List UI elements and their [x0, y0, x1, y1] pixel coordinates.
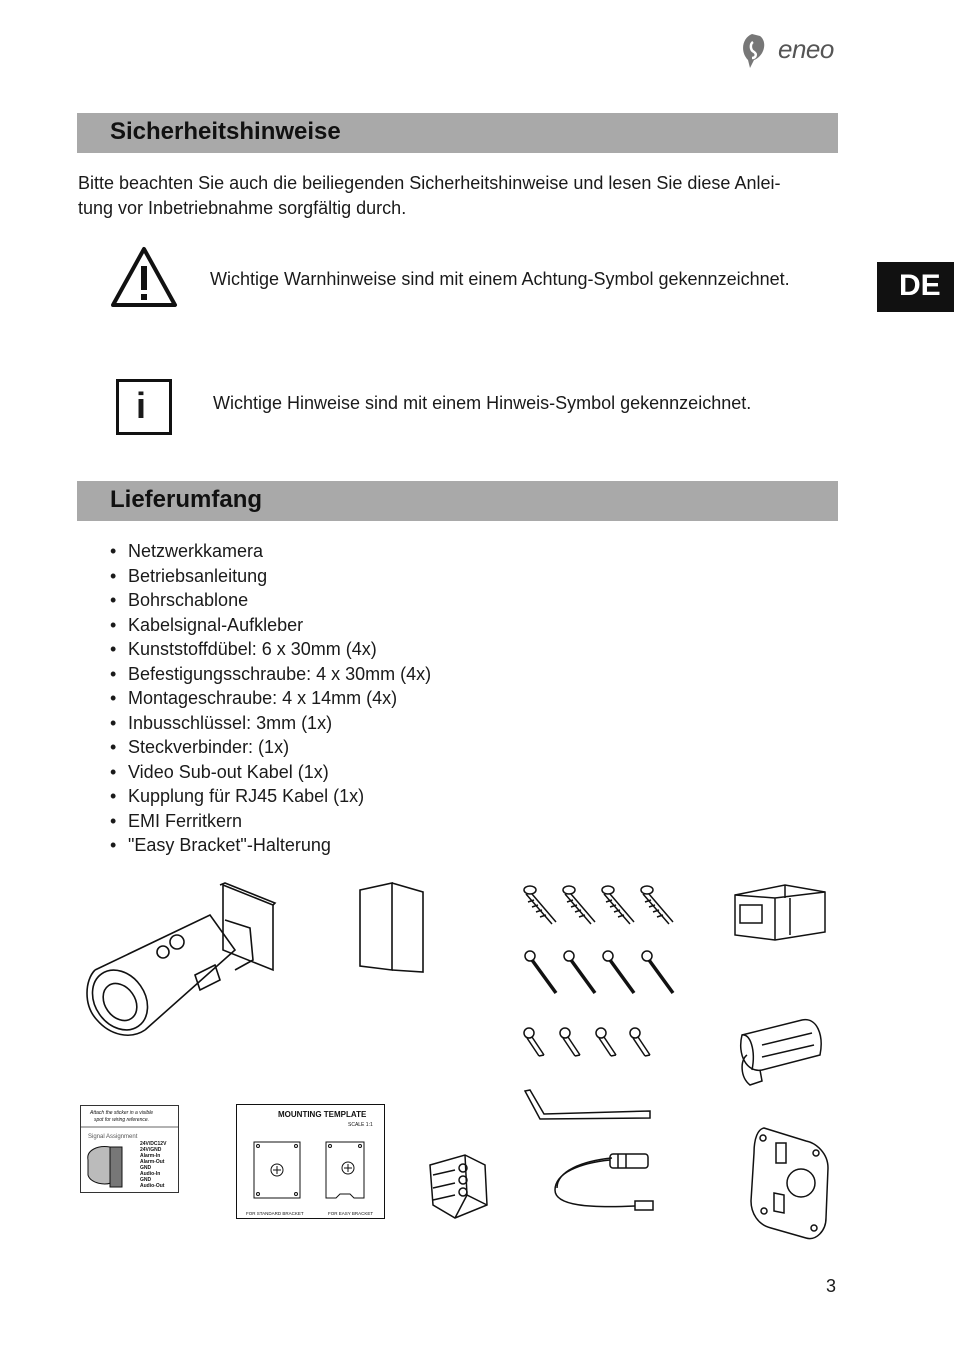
sticker-heading: Signal Assignment	[88, 1134, 138, 1140]
list-item: • Video Sub-out Kabel (1x)	[110, 760, 431, 785]
svg-text:Alarm-Out: Alarm-Out	[140, 1159, 165, 1165]
fixing-screws-illustration	[522, 948, 687, 998]
camera-illustration	[75, 880, 280, 1040]
rj45-coupler-illustration	[730, 880, 830, 942]
list-item: • Betriebsanleitung	[110, 564, 431, 589]
list-item: • EMI Ferritkern	[110, 809, 431, 834]
info-note-text: Wichtige Hinweise sind mit einem Hinweis-Symbol gekennzeichnet.	[213, 393, 752, 413]
sticker-note-1: Attach the sticker in a visible	[90, 1110, 154, 1116]
warning-note-text: Wichtige Warnhinweise sind mit einem Achtung-Symbol gekennzeichnet.	[210, 269, 790, 289]
mounting-template-illustration	[236, 1104, 388, 1222]
wiring-sticker-illustration	[80, 1105, 180, 1195]
section-header-contents	[77, 481, 838, 521]
svg-text:Audio-In: Audio-In	[140, 1171, 161, 1177]
list-item: • Bohrschablone	[110, 588, 431, 613]
template-right-label: FOR EASY BRACKET	[328, 1211, 374, 1216]
wall-anchors-illustration	[520, 882, 690, 932]
page-number: 3	[826, 1276, 837, 1296]
manual-illustration	[355, 880, 430, 975]
list-item: • Inbusschlüssel: 3mm (1x)	[110, 711, 431, 736]
language-tab: DE	[877, 262, 954, 312]
ferrite-core-illustration	[732, 1015, 827, 1090]
list-item: • Kupplung für RJ45 Kabel (1x)	[110, 784, 431, 809]
svg-text:GND: GND	[140, 1177, 152, 1183]
template-left-label: FOR STANDARD BRACKET	[246, 1211, 304, 1216]
terminal-connector-illustration	[425, 1150, 497, 1222]
info-icon: i	[116, 379, 172, 435]
video-cable-illustration	[550, 1148, 660, 1218]
easy-bracket-illustration	[746, 1123, 836, 1248]
svg-text:Audio-Out: Audio-Out	[140, 1183, 165, 1189]
template-title: MOUNTING TEMPLATE	[278, 1110, 367, 1119]
template-scale: SCALE 1:1	[348, 1122, 373, 1128]
intro-paragraph: Bitte beachten Sie auch die beiliegenden Sicherheitshinweise und lesen Sie diese Anlei- tung vor Inbetriebnahme sorgfältig durch.	[78, 173, 781, 218]
list-item: • Kabelsignal-Aufkleber	[110, 613, 431, 638]
mounting-screws-illustration	[522, 1025, 662, 1060]
list-item: • Befestigungsschraube: 4 x 30mm (4x)	[110, 662, 431, 687]
section-header-safety	[77, 113, 838, 153]
contents-list	[110, 539, 431, 858]
list-item: • Montageschraube: 4 x 14mm (4x)	[110, 686, 431, 711]
svg-text:Alarm-In: Alarm-In	[140, 1153, 161, 1159]
svg-text:24V/GND: 24V/GND	[140, 1147, 162, 1153]
list-item: • "Easy Bracket"-Halterung	[110, 833, 431, 858]
list-item: • Netzwerkkamera	[110, 539, 431, 564]
section-title: Lieferumfang	[110, 486, 263, 513]
svg-text:GND: GND	[140, 1165, 152, 1171]
hex-key-illustration	[522, 1088, 657, 1123]
list-item: • Steckverbinder: (1x)	[110, 735, 431, 760]
brand-name: eneo	[778, 34, 834, 64]
sticker-note-2: spot for wiring reference.	[94, 1117, 150, 1123]
warning-triangle-icon	[110, 246, 178, 308]
section-title: Sicherheitshinweise	[110, 118, 341, 145]
list-item: • Kunststoffdübel: 6 x 30mm (4x)	[110, 637, 431, 662]
svg-text:24V/DC12V: 24V/DC12V	[140, 1141, 167, 1147]
